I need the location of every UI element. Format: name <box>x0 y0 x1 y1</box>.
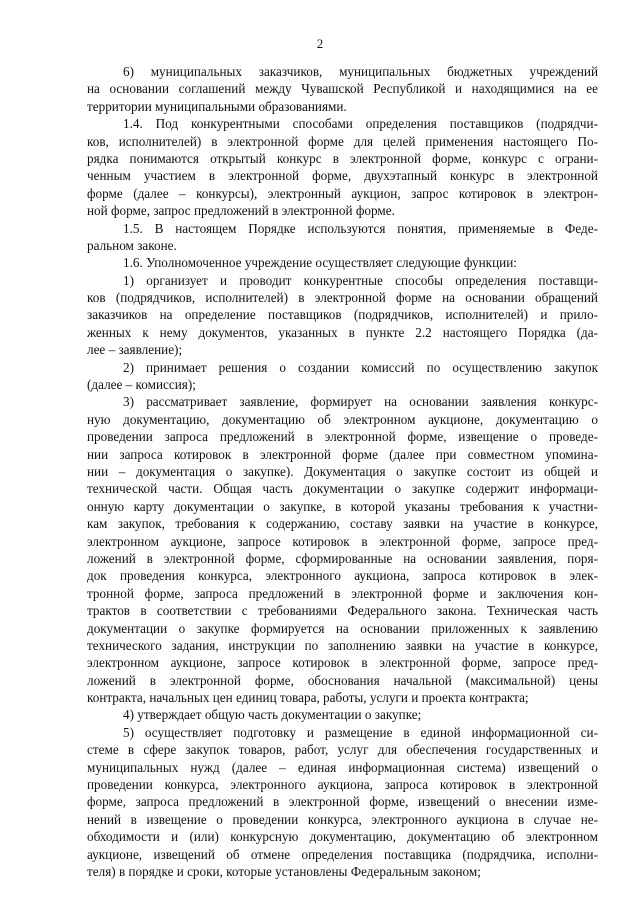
text-line: лее – заявление); <box>87 342 183 358</box>
text-line: 3) рассматривает заявление, формирует на основании заявления конкурс- <box>123 394 598 410</box>
text-line: на основании соглашений между Чувашской Республикой и находящимися на ее <box>87 81 598 97</box>
text-line: ков, исполнителей) в электронной форме для целей применения настоящего По- <box>87 133 598 149</box>
text-line: проведении конкурса, электронного аукциона, запроса котировок в электронной <box>87 777 598 793</box>
text-line: электронном аукционе, запросе котировок в электронной форме, запросе пред- <box>87 533 598 549</box>
text-line: нии запроса котировок в электронной форме (далее при совместном упомина- <box>87 446 598 462</box>
text-line: тронной форме, запроса предложений в электронной форме и заключения кон- <box>87 585 598 601</box>
text-line: 1.4. Под конкурентными способами определения поставщиков (подрядчи- <box>123 116 598 132</box>
text-line: 2) принимает решения о создании комиссий по осуществлению закупок <box>123 359 598 375</box>
text-line: электронном аукционе, запросе котировок в электронной форме, запросе пред- <box>87 655 598 671</box>
text-line: кам закупок, требования к содержанию, составу заявки на участие в конкурсе, <box>87 516 598 532</box>
text-line: 1) организует и проводит конкурентные способы определения поставщи- <box>123 272 598 288</box>
text-line: док проведения конкурса, электронного аукциона, запроса котировок в элек- <box>87 568 598 584</box>
text-line: трактов в соответствии с требованиями Федерального закона. Техническая часть <box>87 603 598 619</box>
text-line: обходимости и (или) конкурсную документацию, документацию об электронном <box>87 829 598 845</box>
text-line: ченным участием в электронной форме, двухэтапный конкурс в электронной <box>87 168 598 184</box>
text-line: технической части. Общая часть документации о закупке содержит информаци- <box>87 481 598 497</box>
text-line: 1.6. Уполномоченное учреждение осуществляет следующие функции: <box>123 255 517 271</box>
text-line: муниципальных нужд (далее – единая информационная система) извещений о <box>87 759 598 775</box>
text-line: проведении запроса предложений в электронной форме, извещение о проведе- <box>87 429 598 445</box>
text-line: территории муниципальными образованиями. <box>87 98 347 114</box>
text-line: ложений в электронной форме, сформированные на основании заявления, поря- <box>87 550 598 566</box>
text-line: заказчиков на определение поставщиков (подрядчиков, исполнителей) и прило- <box>87 307 598 323</box>
text-line: документации о закупке формируется на основании приложенных к заявлению <box>87 620 598 636</box>
text-line: ной форме, запрос предложений в электронной форме. <box>87 203 395 219</box>
text-line: нии – документация о закупке). Документация о закупке состоит из общей и <box>87 463 598 479</box>
text-line: форме (далее – конкурсы), электронный аукцион, запрос котировок в электрон- <box>87 185 598 201</box>
text-line: ков (подрядчиков, исполнителей) в электронной форме на основании обращений <box>87 290 598 306</box>
text-line: стеме в сфере закупок товаров, работ, услуг для обеспечения государственных и <box>87 742 598 758</box>
text-line: теля) в порядке и сроки, которые установлены Федеральным законом; <box>87 863 481 879</box>
text-line: 5) осуществляет подготовку и размещение в единой информационной си- <box>123 724 598 740</box>
text-line: ральном законе. <box>87 237 177 253</box>
text-line: женных к нему документов, указанных в пункте 2.2 настоящего Порядка (да- <box>87 324 598 340</box>
text-line: форме, запроса предложений в электронной форме, извещений о внесении изме- <box>87 794 598 810</box>
text-line: ную документацию, документацию об электронном аукционе, документацию о <box>87 411 598 427</box>
text-line: технического задания, инструкции по заполнению заявки на участие в конкурсе, <box>87 637 598 653</box>
text-line: аукционе, извещений об отмене определения поставщика (подрядчика, исполни- <box>87 846 598 862</box>
text-line: 1.5. В настоящем Порядке используются понятия, применяемые в Феде- <box>123 220 598 236</box>
text-line: ложений в электронной форме, обоснования начальной (максимальной) цены <box>87 672 598 688</box>
page-number: 2 <box>316 36 324 51</box>
text-line: онную карту документации о закупке, в которой указаны требования к участни- <box>87 498 598 514</box>
document-body <box>87 63 598 880</box>
text-line: нений в извещение о проведении конкурса, электронного аукциона в случае не- <box>87 811 598 827</box>
text-line: рядка понимаются открытый конкурс в электронной форме, конкурс с ограни- <box>87 150 598 166</box>
text-line: 4) утверждает общую часть документации о закупке; <box>123 707 422 723</box>
text-line: 6) муниципальных заказчиков, муниципальных бюджетных учреждений <box>123 64 598 79</box>
text-line: (далее – комиссия); <box>87 377 196 393</box>
text-line: контракта, начальных цен единиц товара, работы, услуги и проекта контракта; <box>87 690 529 706</box>
